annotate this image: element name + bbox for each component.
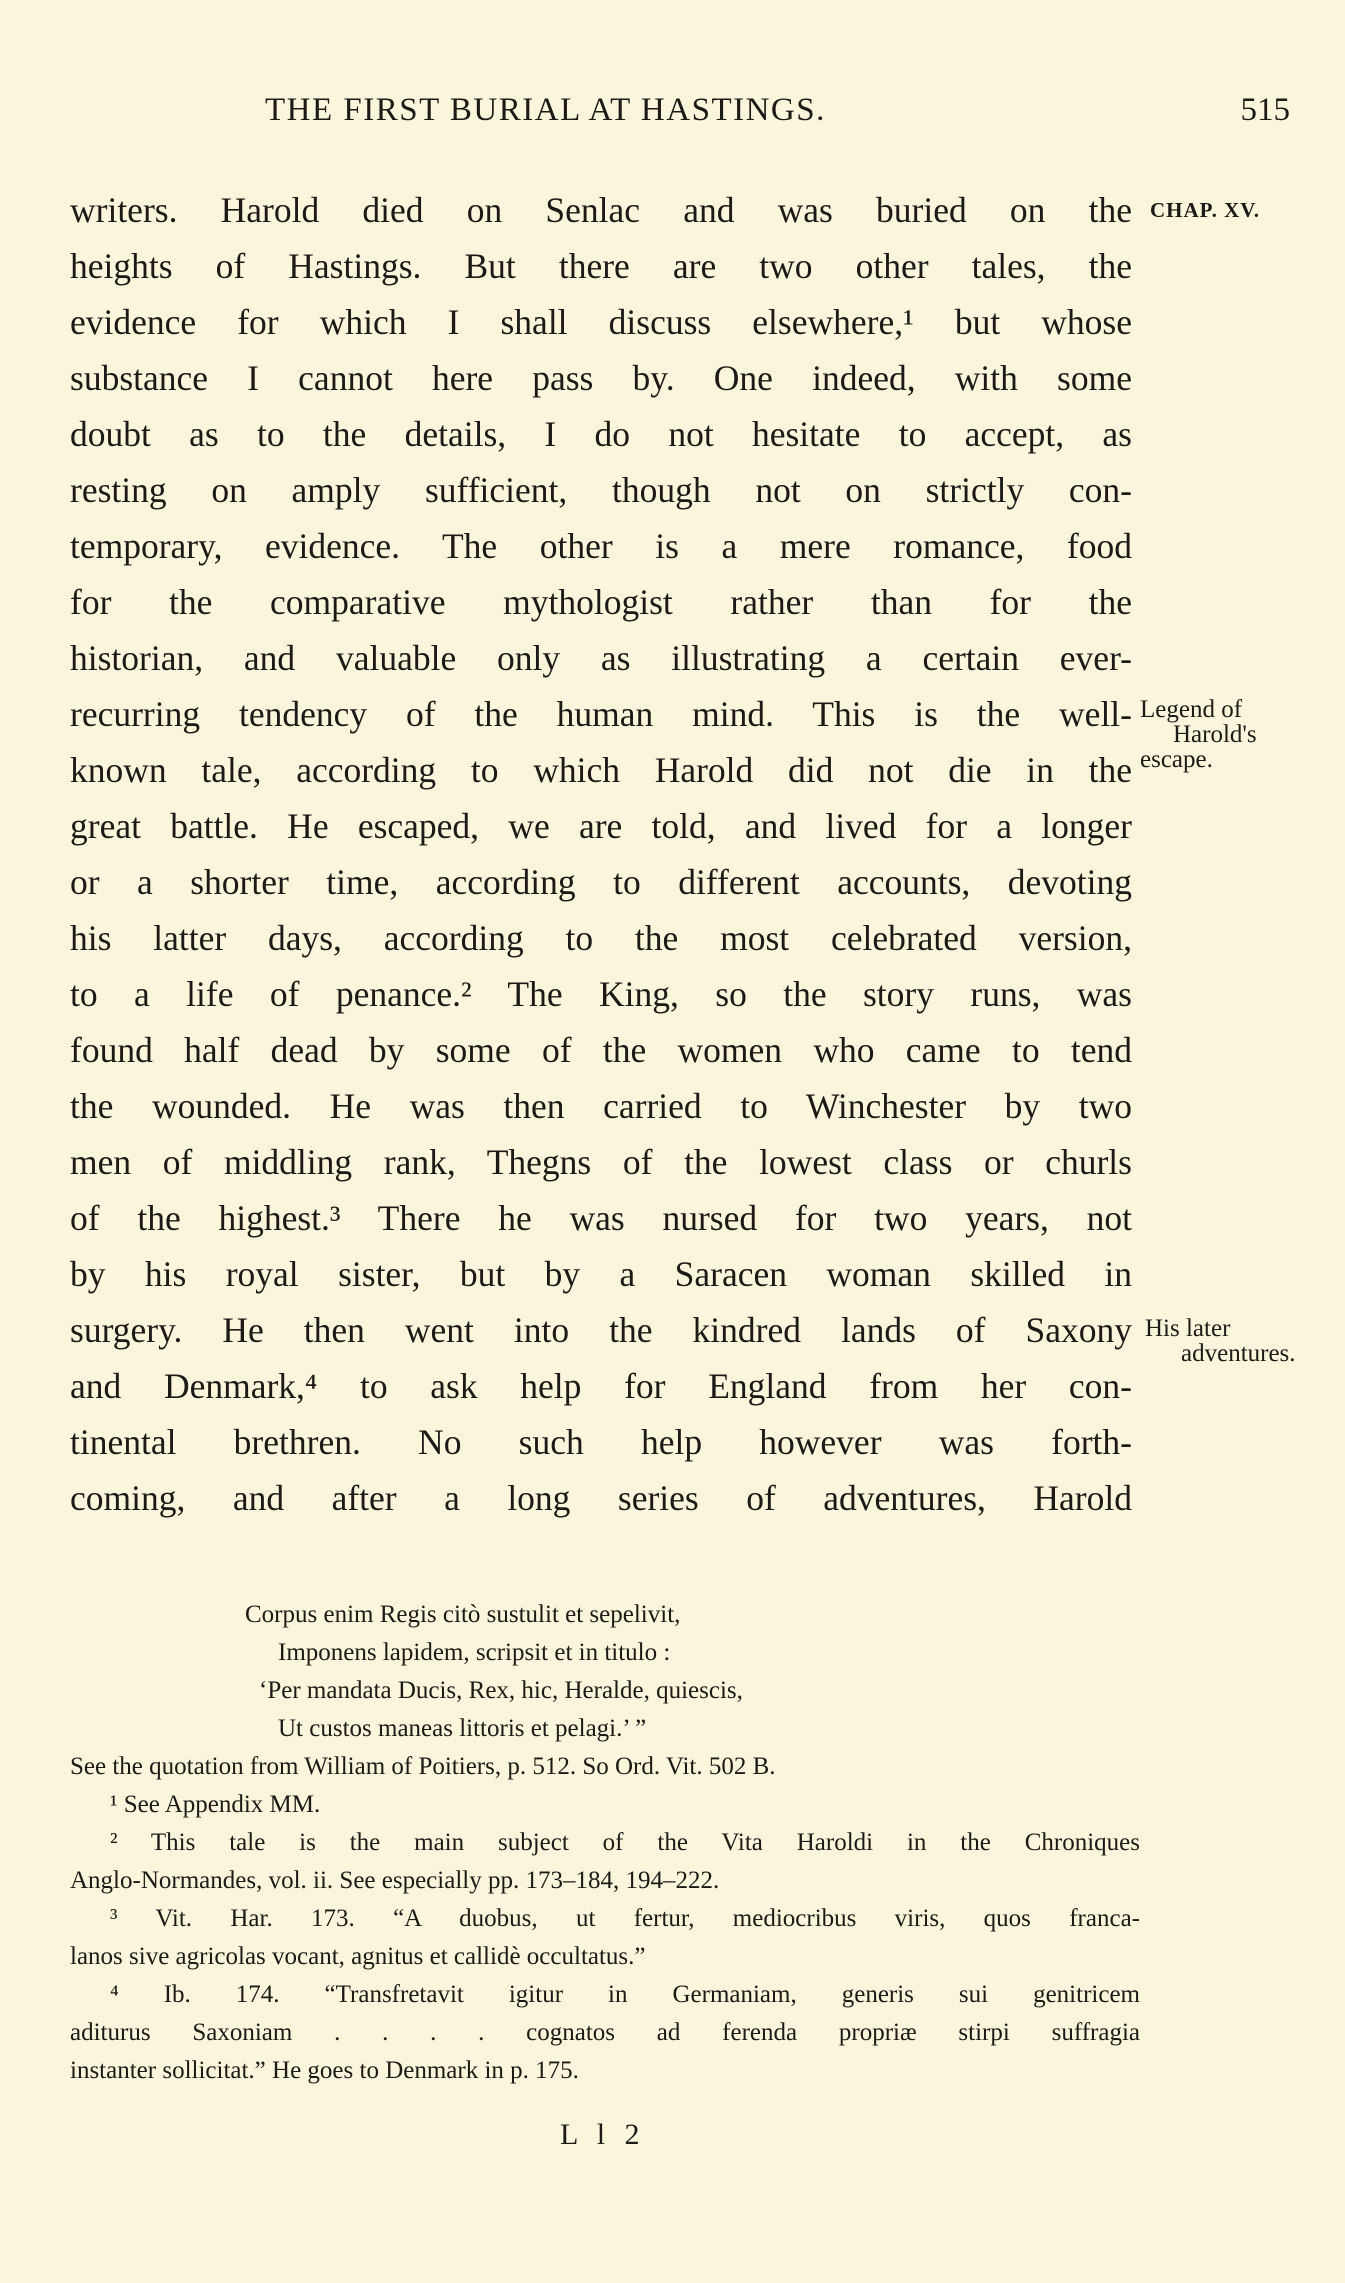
verse-line: Ut custos maneas littoris et pelagi.’ ” — [278, 1715, 647, 1742]
side-note-later — [1145, 1316, 1325, 1366]
verse-quotation — [70, 1596, 1140, 1748]
text-line: to a life of penance.² The King, so the story runs, was — [70, 974, 1132, 1014]
side-note-line: Harold's — [1173, 721, 1257, 748]
footnote-1: ¹ See Appendix MM. — [110, 1791, 321, 1818]
footnote-3: ³ Vit. Har. 173. “A duobus, ut fertur, mediocribus viris, quos franca- — [110, 1905, 1140, 1932]
footnote-line: instanter sollicitat.” He goes to Denmark in p. 175. — [70, 2057, 579, 2084]
text-line: substance I cannot here pass by. One indeed, with some — [70, 358, 1132, 398]
text-line: the wounded. He was then carried to Winchester by two — [70, 1086, 1132, 1126]
text-line: or a shorter time, according to different accounts, devoting — [70, 862, 1132, 902]
side-note-line: His later — [1145, 1315, 1231, 1342]
side-note-line: escape. — [1140, 746, 1213, 773]
signature-mark: L l 2 — [560, 2118, 646, 2151]
footnotes — [70, 1596, 1140, 2090]
text-line: great battle. He escaped, we are told, and lived for a longer — [70, 806, 1132, 846]
running-title: THE FIRST BURIAL AT HASTINGS. — [265, 92, 826, 128]
footnote-2: ² This tale is the main subject of the Vita Haroldi in the Chroniques — [110, 1829, 1140, 1856]
text-line: tinental brethren. No such help however was forth- — [70, 1422, 1132, 1462]
verse-line: Imponens lapidem, scripsit et in titulo : — [278, 1639, 671, 1666]
footnote-line: See the quotation from William of Poitiers, p. 512. So Ord. Vit. 502 B. — [70, 1753, 776, 1780]
text-line: resting on amply sufficient, though not on strictly con- — [70, 470, 1132, 510]
chapter-marker: CHAP. XV. — [1150, 198, 1260, 222]
text-line: and Denmark,⁴ to ask help for England from her con- — [70, 1366, 1132, 1406]
side-note-legend — [1140, 697, 1290, 772]
text-line: writers. Harold died on Senlac and was buried on the — [70, 190, 1132, 230]
text-line: found half dead by some of the women who came to tend — [70, 1030, 1132, 1070]
verse-line: Corpus enim Regis citò sustulit et sepelivit, — [245, 1601, 681, 1628]
text-line: known tale, according to which Harold did not die in the — [70, 750, 1132, 790]
text-line: surgery. He then went into the kindred lands of Saxony — [70, 1310, 1132, 1350]
text-line: coming, and after a long series of adventures, Harold — [70, 1478, 1132, 1518]
page-header — [70, 92, 1290, 142]
main-text — [70, 182, 1132, 1526]
side-note-line: adventures. — [1181, 1340, 1296, 1367]
text-line: by his royal sister, but by a Saracen woman skilled in — [70, 1254, 1132, 1294]
text-line: his latter days, according to the most celebrated version, — [70, 918, 1132, 958]
text-line: historian, and valuable only as illustrating a certain ever- — [70, 638, 1132, 678]
footnote-line: lanos sive agricolas vocant, agnitus et callidè occultatus.” — [70, 1943, 646, 1970]
text-line: doubt as to the details, I do not hesitate to accept, as — [70, 414, 1132, 454]
page-number: 515 — [1240, 92, 1290, 128]
text-line: for the comparative mythologist rather than for the — [70, 582, 1132, 622]
footnote-line: aditurus Saxoniam . . . . cognatos ad ferenda propriæ stirpi suffragia — [70, 2019, 1140, 2046]
text-line: recurring tendency of the human mind. This is the well- — [70, 694, 1132, 734]
text-line: heights of Hastings. But there are two other tales, the — [70, 246, 1132, 286]
side-note-line: Legend of — [1140, 696, 1243, 723]
footnote-4: ⁴ Ib. 174. “Transfretavit igitur in Germaniam, generis sui genitricem — [110, 1981, 1140, 2008]
text-line: evidence for which I shall discuss elsewhere,¹ but whose — [70, 302, 1132, 342]
verse-line: ‘Per mandata Ducis, Rex, hic, Heralde, quiescis, — [259, 1677, 743, 1704]
footnote-line: Anglo-Normandes, vol. ii. See especially pp. 173–184, 194–222. — [70, 1867, 720, 1894]
text-line: of the highest.³ There he was nursed for two years, not — [70, 1198, 1132, 1238]
text-line: men of middling rank, Thegns of the lowest class or churls — [70, 1142, 1132, 1182]
text-line: temporary, evidence. The other is a mere romance, food — [70, 526, 1132, 566]
